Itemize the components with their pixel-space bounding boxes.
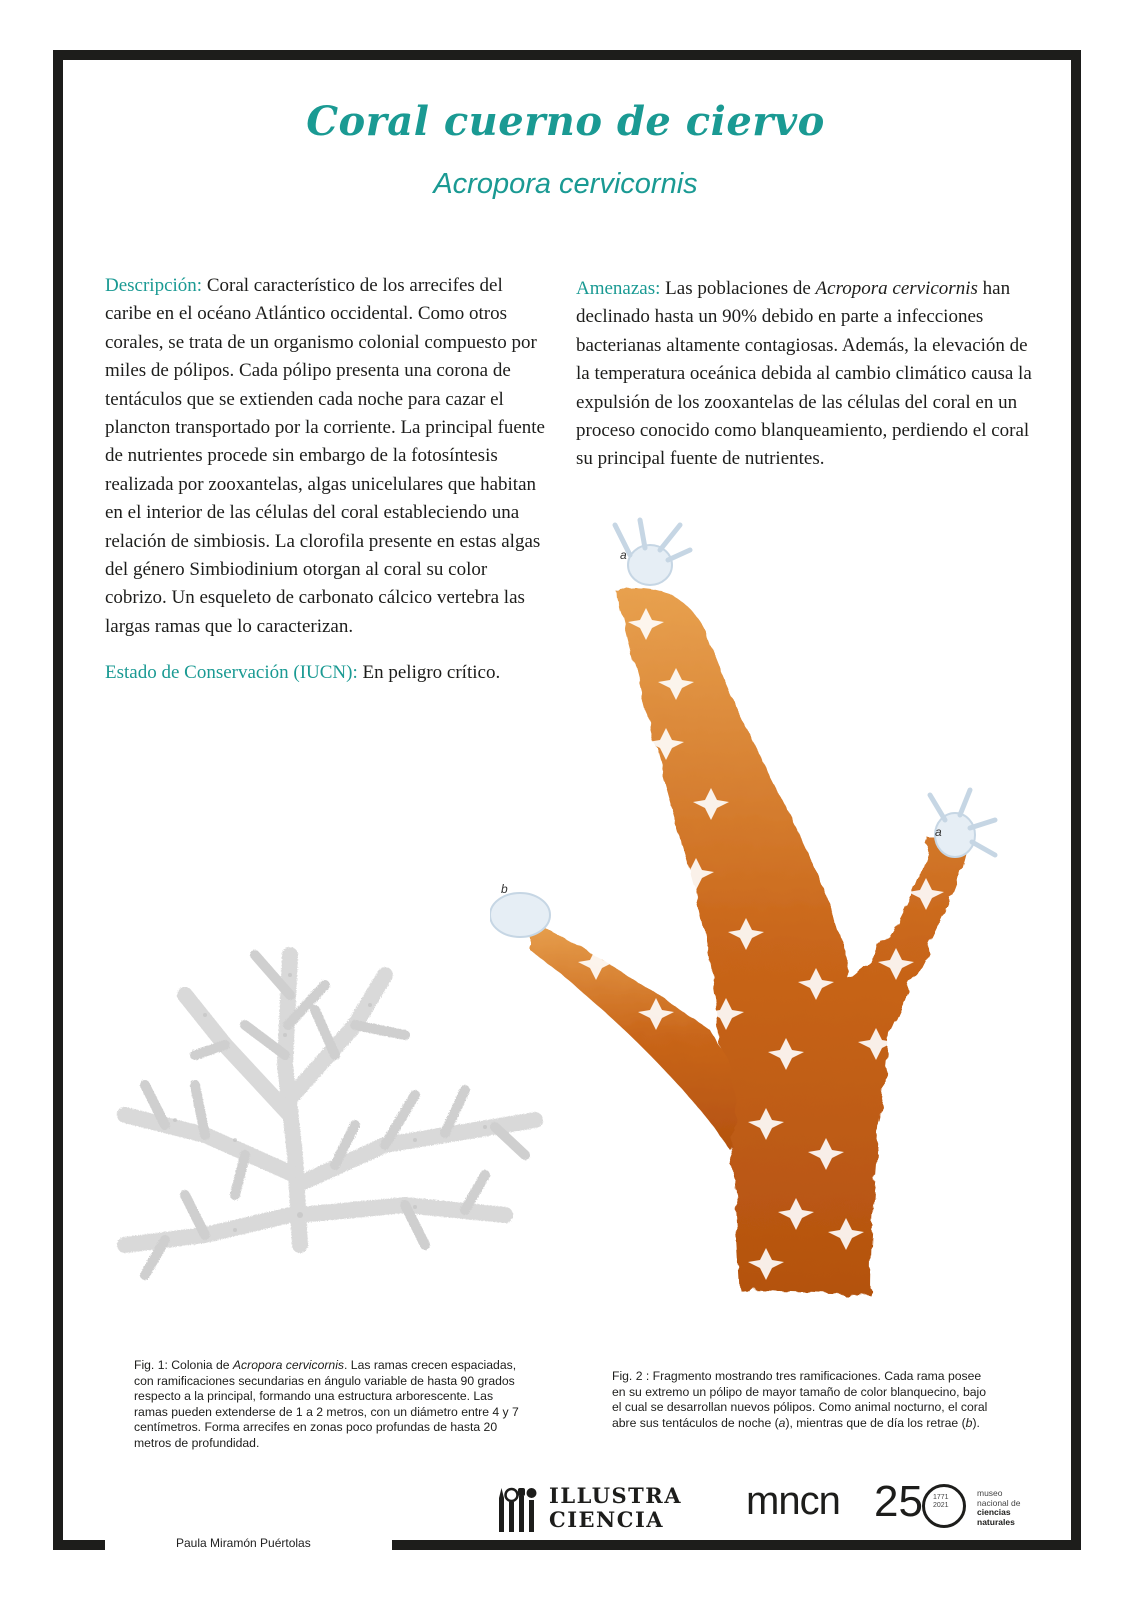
- fig2-caption-b: b: [965, 1415, 973, 1430]
- conservation-text: En peligro crítico.: [357, 662, 501, 684]
- coral-fragment-illustration: [490, 510, 1030, 1320]
- description-text: Coral característico de los arrecifes del caribe en el océano Atlántico occidental. Como otros corales, se trata de un organismo colonial compuesto por miles de pólipos. Cada pólipo presenta una corona de tentáculos que se extienden cada noche para cazar el plancton transportado por la corriente. La principal fuente de nutrientes procede sin embargo de la fotosíntesis realizada por zooxantelas, algas unicelulares que habitan en el interior de las células del coral estableciendo una relación de simbiosis. La clorofila presente en estas algas del género Simbiodinium otorgan al coral su color cobrizo. Un esqueleto de carbonato cálcico vertebra las largas ramas que lo caracterizan.: [105, 275, 545, 637]
- frame-bottom-border-left: [53, 1540, 105, 1550]
- figure-label-a-top: a: [620, 548, 627, 562]
- page-subtitle: Acropora cervicornis: [433, 168, 698, 200]
- ciencia-line: CIENCIA: [549, 1507, 665, 1532]
- fig1-caption-after: . Las ramas crecen espaciadas, con ramificaciones secundarias en ángulo variable de hasta 90 grados respecto a la principal, formando una estructura arborescente. Las ramas pueden extenderse de 1 a 2 metros, con un diámetro entre 4 y 7 centímetros. Forma arrecifes en zonas poco profundas de hasta 20 metros de profundidad.: [134, 1358, 519, 1450]
- museo-line-4: naturales: [977, 1516, 1015, 1527]
- threats-text-before: Las poblaciones de: [660, 278, 816, 299]
- figure-label-b: b: [501, 882, 508, 896]
- threats-label: Amenazas:: [576, 278, 661, 299]
- frame-top-border: [53, 50, 1081, 60]
- description-label: Descripción:: [105, 275, 203, 296]
- art-tools-icon: [497, 1484, 543, 1534]
- mncn-logo: mncn: [746, 1479, 840, 1523]
- fig1-caption-species: Acropora cervicornis: [232, 1358, 345, 1372]
- figure-1-caption: [134, 1358, 519, 1451]
- description-paragraph: [105, 272, 550, 641]
- years-end: 2021: [933, 1502, 949, 1509]
- years-start: 1771: [933, 1494, 949, 1501]
- fig2-caption-a: a: [778, 1415, 786, 1430]
- frame-right-border: [1071, 50, 1081, 1550]
- frame-left-border: [53, 50, 63, 1550]
- threats-column: [576, 275, 1036, 474]
- anniversary-years: [933, 1494, 949, 1510]
- figure-label-a-right: a: [935, 825, 942, 839]
- author-credit: Paula Miramón Puértolas: [176, 1536, 311, 1550]
- anniversary-number: 25: [874, 1477, 923, 1526]
- conservation-label: Estado de Conservación (IUCN):: [105, 662, 358, 684]
- threats-species: Acropora cervicornis: [815, 278, 978, 299]
- illustra-line: ILLUSTRA: [549, 1483, 683, 1508]
- museo-line-3: ciencias: [977, 1507, 1011, 1517]
- museo-line-1: museo: [977, 1488, 1003, 1498]
- illustraciencia-wordmark: [549, 1484, 682, 1532]
- fig2-caption-mid: ), mientras que de día los retrae (: [785, 1415, 966, 1430]
- fig2-caption-after: ).: [972, 1415, 980, 1430]
- museo-line-2: nacional de: [977, 1497, 1021, 1508]
- figure-2-caption: [612, 1369, 997, 1431]
- threats-text-after: han declinado hasta un 90% debido en parte a infecciones bacterianas altamente contagiosas. Además, la elevación de la temperatura oceánica debida al cambio climático causa la expulsión de los zooxantelas de las células del coral en un proceso conocido como blanqueamiento, perdiendo el coral su principal fuente de nutrientes.: [576, 278, 1032, 470]
- fig2-caption-before: Fig. 2 : Fragmento mostrando tres ramificaciones. Cada rama posee en su extremo un pólipo de mayor tamaño de color blanquecino, bajo el cual se desarrollan nuevos pólipos. Como animal nocturno, el coral abre sus tentáculos de noche (: [612, 1369, 988, 1430]
- threats-paragraph: [576, 275, 1036, 474]
- page-title: Coral cuerno de ciervo: [306, 98, 825, 145]
- illustraciencia-logo: [497, 1484, 707, 1534]
- frame-bottom-border-right: [392, 1540, 1081, 1550]
- fig1-caption-before: Fig. 1: Colonia de: [134, 1358, 233, 1372]
- bleached-coral-illustration: [85, 915, 555, 1305]
- description-column: [105, 272, 550, 688]
- museo-wordmark: [977, 1489, 1020, 1527]
- conservation-paragraph: [105, 659, 550, 687]
